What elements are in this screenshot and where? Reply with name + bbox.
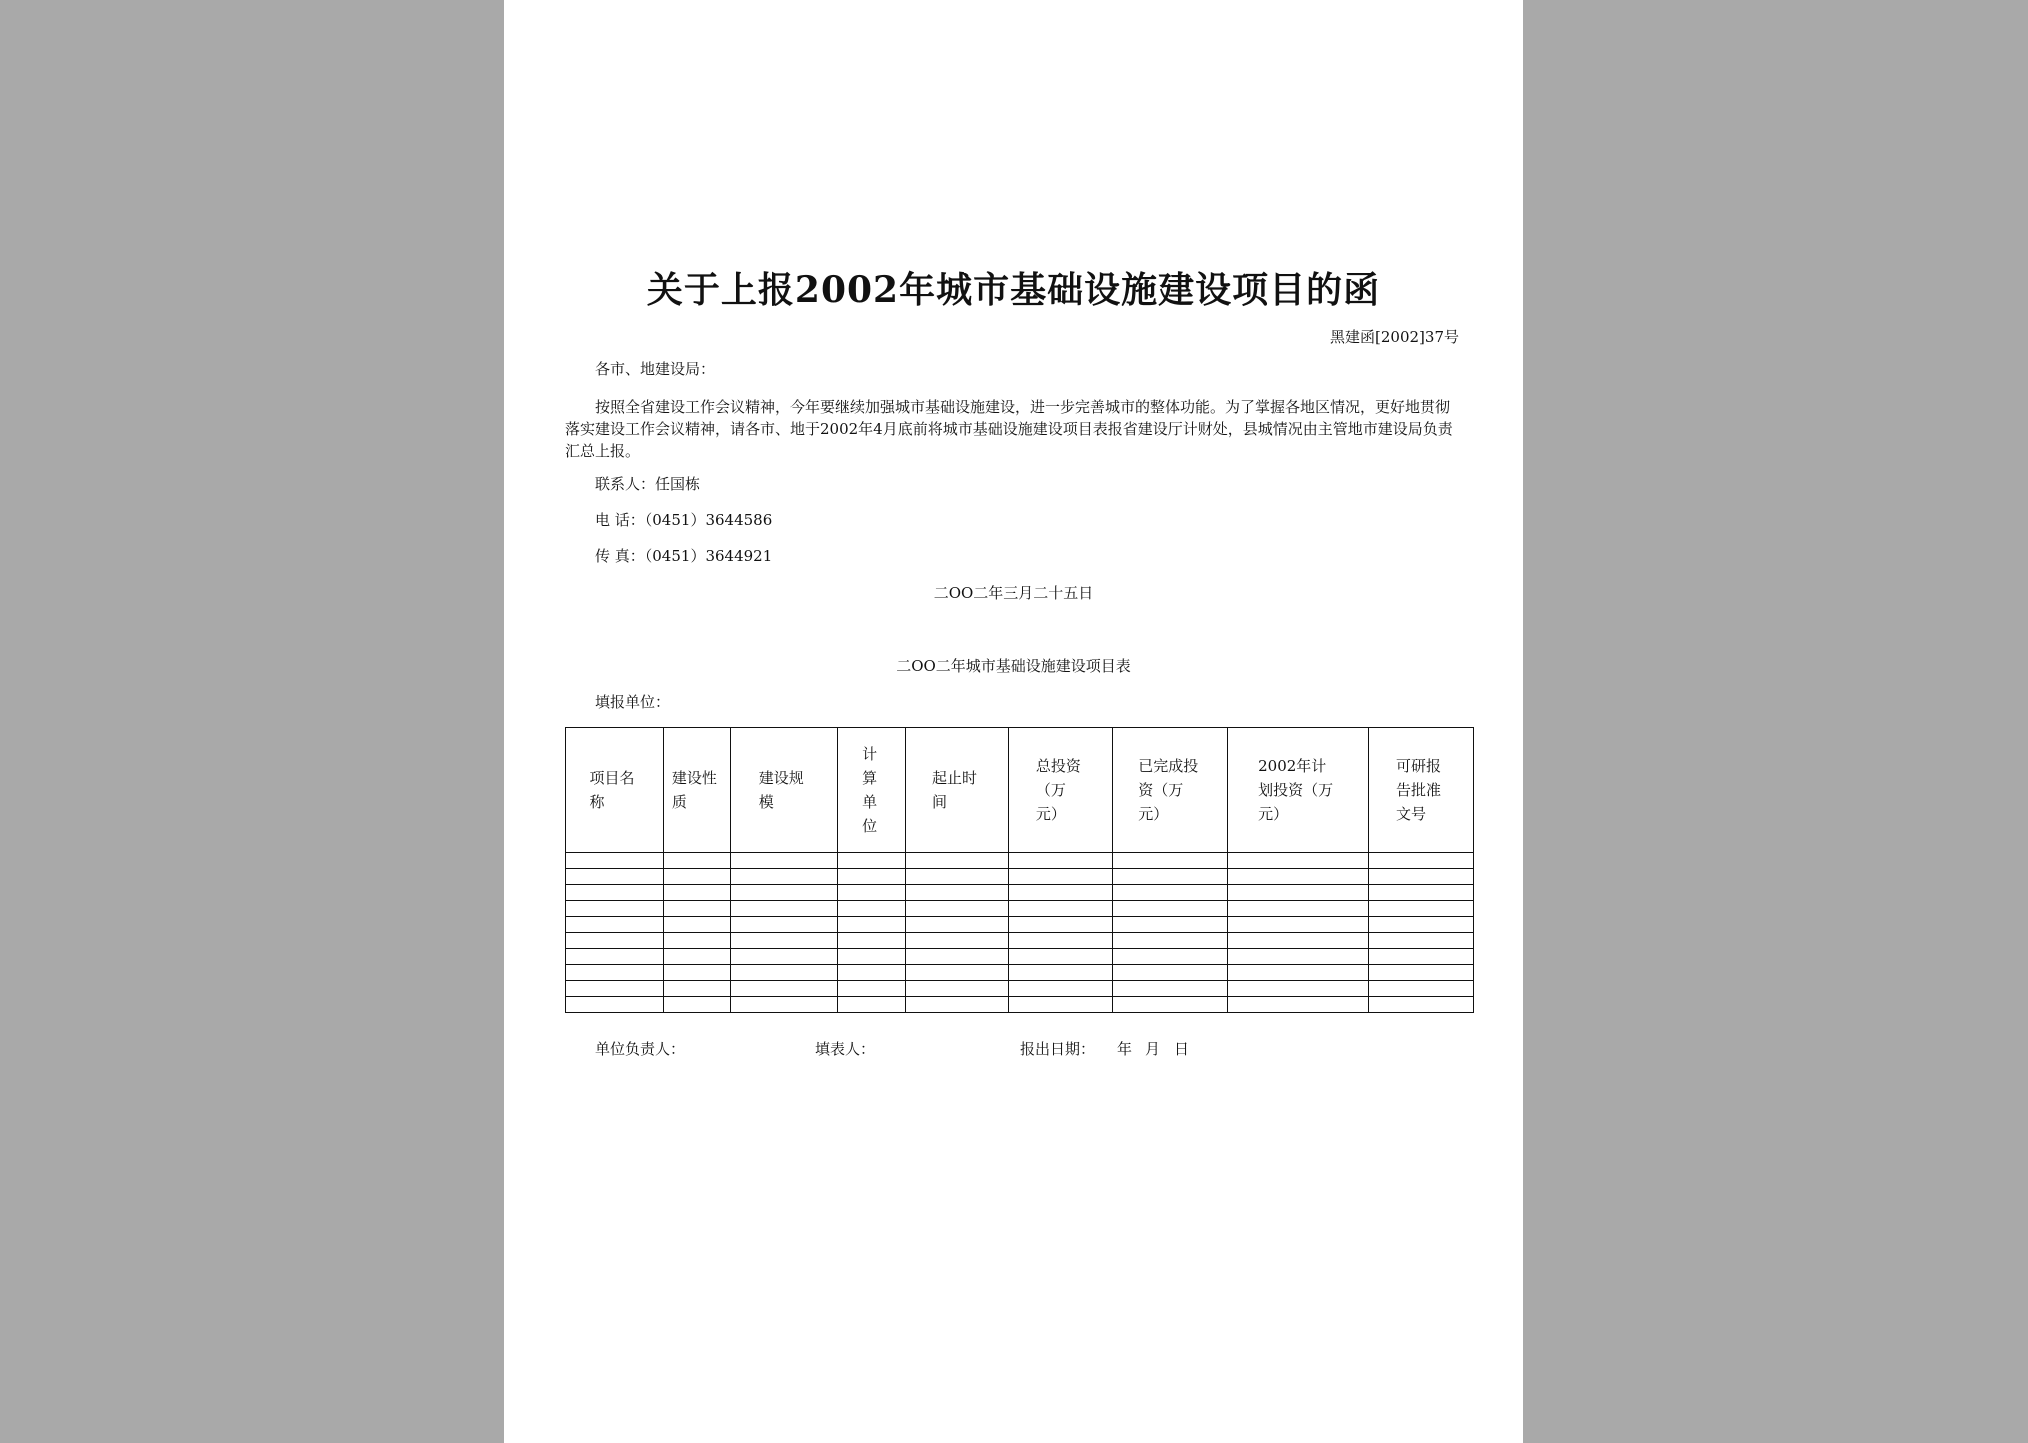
table-cell (730, 965, 837, 981)
table-cell (1009, 869, 1113, 885)
table-cell (1009, 885, 1113, 901)
table-cell (837, 949, 905, 965)
table-cell (1369, 853, 1474, 869)
table-cell (1369, 965, 1474, 981)
table-cell (1228, 917, 1369, 933)
table-row (566, 885, 1474, 901)
table-cell (730, 917, 837, 933)
table-cell (1228, 885, 1369, 901)
table-cell (837, 981, 905, 997)
body-paragraph: 按照全省建设工作会议精神，今年要继续加强城市基础设施建设，进一步完善城市的整体功能。为了掌握各地区情况，更好地贯彻落实建设工作会议精神，请各市、地于2002年4月底前将城市基础设施建设项目表报省建设厅计财处，县城情况由主管地市建设局负责汇总上报。 (565, 398, 1453, 460)
table-row (566, 917, 1474, 933)
table-cell (566, 901, 664, 917)
column-header: 可研报告批准文号 (1369, 728, 1474, 853)
table-row (566, 981, 1474, 997)
table-row (566, 965, 1474, 981)
column-header: 项目名称 (566, 728, 664, 853)
table-cell (837, 997, 905, 1013)
table-cell (730, 933, 837, 949)
project-form-table (565, 727, 1474, 1013)
table-cell (1113, 933, 1228, 949)
table-cell (1369, 949, 1474, 965)
column-header: 已完成投资（万元） (1113, 728, 1228, 853)
document-number: 黑建函[2002]37号 (1330, 328, 1459, 346)
table-cell (730, 853, 837, 869)
table-cell (1009, 997, 1113, 1013)
table-cell (837, 869, 905, 885)
table-cell (1113, 917, 1228, 933)
table-cell (663, 853, 730, 869)
table-header-row (566, 728, 1474, 853)
salutation: 各市、地建设局： (595, 360, 716, 378)
table-cell (663, 981, 730, 997)
table-cell (730, 885, 837, 901)
table-cell (730, 997, 837, 1013)
table-cell (905, 981, 1009, 997)
table-cell (1009, 853, 1113, 869)
table-cell (1009, 981, 1113, 997)
table-cell (905, 917, 1009, 933)
table-cell (1228, 853, 1369, 869)
table-cell (1369, 981, 1474, 997)
table-row (566, 933, 1474, 949)
column-header: 建设性质 (663, 728, 730, 853)
table-cell (1113, 901, 1228, 917)
table-cell (566, 949, 664, 965)
table-cell (566, 981, 664, 997)
table-cell (905, 997, 1009, 1013)
contact-person: 联系人：任国栋 (595, 475, 701, 493)
table-cell (1228, 949, 1369, 965)
table-cell (566, 853, 664, 869)
table-cell (730, 981, 837, 997)
table-cell (837, 885, 905, 901)
table-row (566, 997, 1474, 1013)
table-cell (837, 917, 905, 933)
table-cell (1113, 853, 1228, 869)
table-row (566, 869, 1474, 885)
table-row (566, 901, 1474, 917)
table-cell (1369, 901, 1474, 917)
table-cell (1369, 869, 1474, 885)
table-cell (1228, 869, 1369, 885)
column-header: 建设规模 (730, 728, 837, 853)
table-cell (663, 869, 730, 885)
table-cell (566, 869, 664, 885)
table-cell (663, 965, 730, 981)
column-header: 2002年计划投资（万元） (1228, 728, 1369, 853)
table-cell (1009, 949, 1113, 965)
table-cell (1009, 917, 1113, 933)
responsible-person-label: 单位负责人： (595, 1040, 686, 1058)
table-cell (837, 901, 905, 917)
table-cell (1228, 997, 1369, 1013)
table-cell (905, 949, 1009, 965)
table-cell (1228, 933, 1369, 949)
column-header: 计算单位 (837, 728, 905, 853)
fax-number: 传 真：（0451）3644921 (595, 547, 773, 565)
table-cell (566, 965, 664, 981)
table-cell (837, 965, 905, 981)
table-cell (663, 949, 730, 965)
report-month-label: 月 (1145, 1040, 1161, 1058)
table-cell (566, 885, 664, 901)
form-title: 二OO二年城市基础设施建设项目表 (896, 657, 1131, 675)
table-cell (1113, 869, 1228, 885)
table-cell (1113, 997, 1228, 1013)
table-cell (837, 853, 905, 869)
table-cell (1369, 917, 1474, 933)
table-cell (905, 869, 1009, 885)
table-cell (905, 885, 1009, 901)
table-cell (730, 869, 837, 885)
table-cell (663, 997, 730, 1013)
report-date-label: 报出日期： (1020, 1040, 1096, 1058)
table-cell (1369, 933, 1474, 949)
form-filler-label: 填表人： (815, 1040, 876, 1058)
letter-date: 二OO二年三月二十五日 (933, 584, 1094, 602)
table-cell (905, 965, 1009, 981)
table-cell (730, 949, 837, 965)
table-cell (1369, 885, 1474, 901)
table-cell (566, 997, 664, 1013)
table-cell (663, 933, 730, 949)
column-header: 起止时间 (905, 728, 1009, 853)
reporting-unit-label: 填报单位： (595, 693, 671, 711)
table-cell (1113, 965, 1228, 981)
report-day-label: 日 (1174, 1040, 1190, 1058)
table-cell (1228, 901, 1369, 917)
table-cell (905, 853, 1009, 869)
table-cell (837, 933, 905, 949)
table-cell (1009, 933, 1113, 949)
table-row (566, 949, 1474, 965)
table-cell (1113, 949, 1228, 965)
table-cell (730, 901, 837, 917)
table-row (566, 853, 1474, 869)
document-title: 关于上报2002年城市基础设施建设项目的函 (646, 269, 1381, 311)
table-cell (905, 933, 1009, 949)
table-cell (1009, 965, 1113, 981)
table-cell (1009, 901, 1113, 917)
table-body (566, 853, 1474, 1013)
table-cell (566, 933, 664, 949)
table-cell (566, 917, 664, 933)
table-cell (1369, 997, 1474, 1013)
table-cell (663, 901, 730, 917)
report-year-label: 年 (1117, 1040, 1133, 1058)
table-cell (1113, 981, 1228, 997)
table-cell (663, 917, 730, 933)
phone-number: 电 话：（0451）3644586 (595, 511, 773, 529)
column-header: 总投资（万元） (1009, 728, 1113, 853)
document-page (504, 0, 1523, 1443)
table-cell (663, 885, 730, 901)
table-cell (1113, 885, 1228, 901)
table-cell (1228, 965, 1369, 981)
table-cell (905, 901, 1009, 917)
table-cell (1228, 981, 1369, 997)
